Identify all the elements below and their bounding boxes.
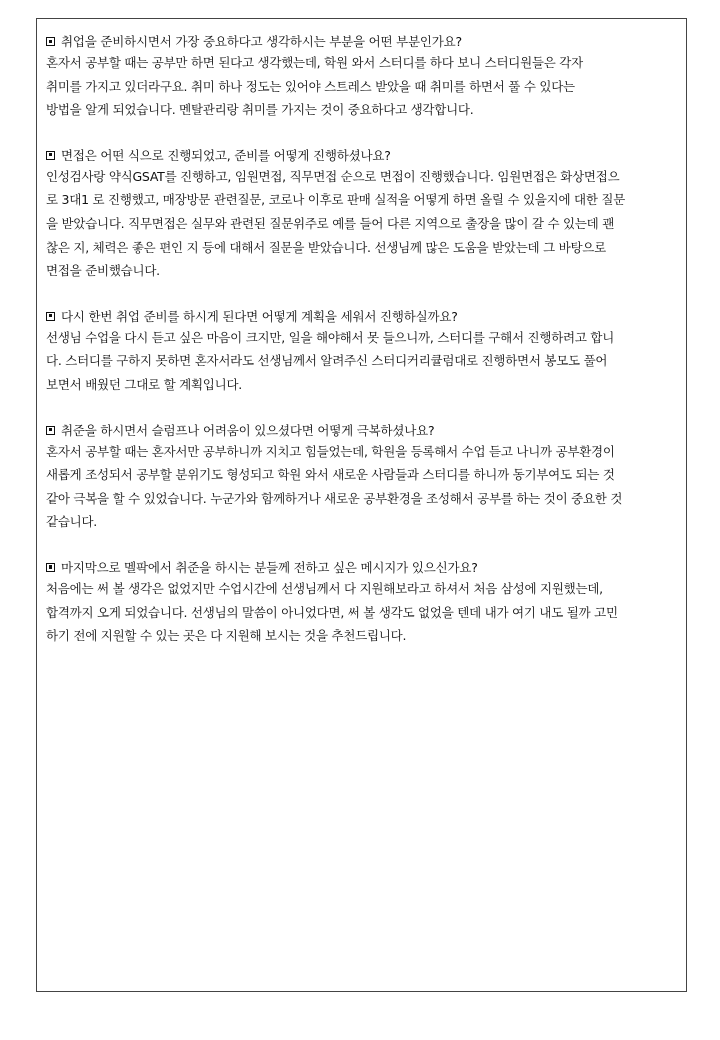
answer-line: 혼자서 공부할 때는 공부만 하면 된다고 생각했는데, 학원 와서 스터디를 하다 보니 스터디원들은 각자	[46, 55, 583, 70]
answer-line: 면접을 준비했습니다.	[46, 263, 160, 279]
qa-section	[46, 558, 680, 648]
answer-line: 같아 극복을 할 수 있었습니다. 누군가와 함께하거나 새로운 공부환경을 조성해서 공부를 하는 것이 중요한 것	[46, 490, 623, 506]
square-bullet-icon	[46, 563, 55, 572]
square-bullet-icon	[46, 426, 55, 435]
interview-document	[46, 32, 680, 672]
answer-line: 을 받았습니다. 직무면접은 실무와 관련된 질문위주로 예를 들어 다른 지역으로 출장을 많이 갈 수 있는데 괜	[46, 215, 615, 231]
question-text: 다시 한번 취업 준비를 하시게 된다면 어떻게 계획을 세워서 진행하실까요?	[61, 308, 458, 324]
answer-line: 다. 스터디를 구하지 못하면 혼자서라도 선생님께서 알려주신 스터디커리큘럼대로 진행하면서 봉모도 풀어	[46, 353, 608, 369]
square-bullet-icon	[46, 37, 55, 46]
answer-line: 새롭게 조성되서 공부할 분위기도 형성되고 학원 와서 새로운 사람들과 스터디를 하니까 동기부여도 되는 것	[46, 467, 615, 483]
qa-section	[46, 146, 680, 283]
square-bullet-icon	[46, 151, 55, 160]
answer-line: 하기 전에 지원할 수 있는 곳은 다 지원해 보시는 것을 추천드립니다.	[46, 628, 407, 644]
question-text: 취업을 준비하시면서 가장 중요하다고 생각하시는 부분을 어떤 부분인가요?	[61, 34, 462, 49]
answer-line: 혼자서 공부할 때는 혼자서만 공부하니까 지치고 힘들었는데, 학원을 등록해서 수업 듣고 나니까 공부환경이	[46, 443, 615, 459]
question-heading	[46, 558, 680, 577]
square-bullet-icon	[46, 312, 55, 321]
answer-line: 로 3대1 로 진행했고, 매장방문 관련질문, 코로나 이후로 판매 실적을 어떻게 하면 올릴 수 있을지에 대한 질문	[46, 192, 626, 208]
question-text: 마지막으로 멜팍에서 취준을 하시는 분들께 전하고 싶은 메시지가 있으신가요?	[61, 559, 478, 575]
question-heading	[46, 32, 680, 51]
answer-line: 처음에는 써 볼 생각은 없었지만 수업시간에 선생님께서 다 지원해보라고 하셔서 처음 삼성에 지원했는데,	[46, 580, 603, 596]
qa-section	[46, 421, 680, 534]
question-heading	[46, 307, 680, 326]
answer-line: 찮은 지, 체력은 좋은 편인 지 등에 대해서 질문을 받았습니다. 선생님께 많은 도움을 받았는데 그 바탕으로	[46, 239, 606, 255]
answer-line: 선생님 수업을 다시 듣고 싶은 마음이 크지만, 일을 해야해서 못 들으니까, 스터디를 구해서 진행하려고 합니	[46, 329, 615, 345]
answer-line: 합격까지 오게 되었습니다. 선생님의 말씀이 아니었다면, 써 볼 생각도 없었을 텐데 내가 여기 내도 될까 고민	[46, 604, 618, 620]
answer-line: 방법을 알게 되었습니다. 멘탈관리랑 취미를 가지는 것이 중요하다고 생각합니다.	[46, 102, 474, 118]
question-heading	[46, 421, 680, 440]
qa-section	[46, 307, 680, 397]
question-heading	[46, 146, 680, 165]
answer-line: 보면서 배웠던 그대로 할 계획입니다.	[46, 376, 242, 392]
question-text: 취준을 하시면서 슬럼프나 어려움이 있으셨다면 어떻게 극복하셨나요?	[61, 422, 435, 438]
answer-line: 인성검사랑 약식GSAT를 진행하고, 임원면접, 직무면접 순으로 면접이 진행했습니다. 임원면접은 화상면접으	[46, 168, 620, 184]
answer-line: 같습니다.	[46, 514, 98, 530]
question-text: 면접은 어떤 식으로 진행되었고, 준비를 어떻게 진행하셨나요?	[61, 147, 391, 163]
answer-line: 취미를 가지고 있더라구요. 취미 하나 정도는 있어야 스트레스 받았을 때 취미를 하면서 풀 수 있다는	[46, 78, 575, 94]
qa-section	[46, 32, 680, 122]
